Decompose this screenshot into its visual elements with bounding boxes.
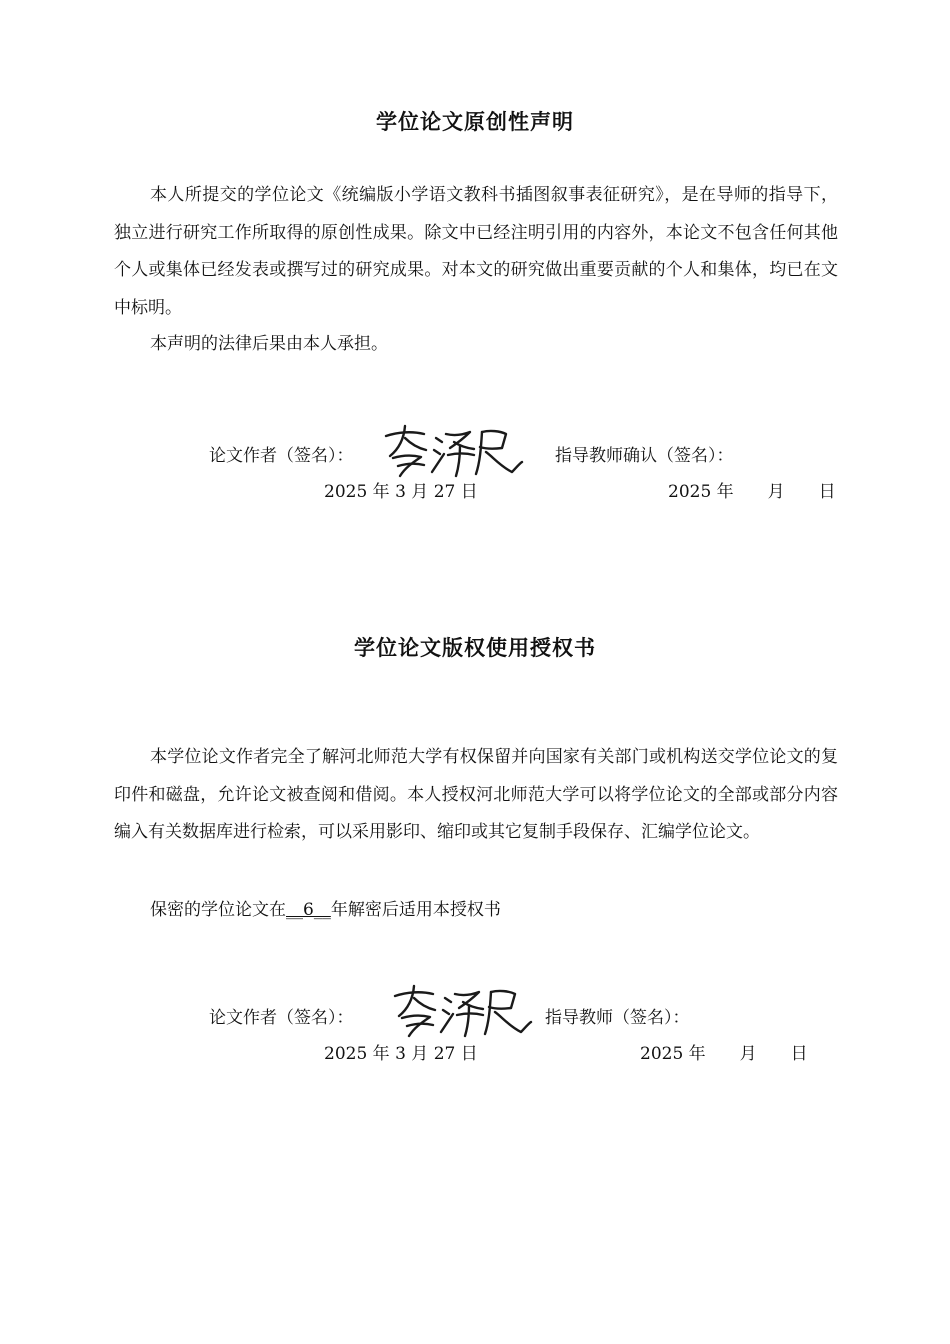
- confidential-years: __6__: [286, 900, 331, 920]
- declaration-title: 学位论文原创性声明: [376, 110, 574, 134]
- authorization-title: 学位论文版权使用授权书: [354, 636, 596, 660]
- author-signature-label-2: 论文作者（签名）：: [209, 1008, 354, 1028]
- author-signature-label: 论文作者（签名）：: [209, 446, 354, 466]
- declaration-legal-note: 本声明的法律后果由本人承担。: [150, 334, 388, 354]
- advisor-confirm-label: 指导教师确认（签名）：: [555, 446, 734, 466]
- authorization-paragraph: 本学位论文作者完全了解河北师范大学有权保留并向国家有关部门或机构送交学位论文的复印件和磁盘，允许论文被查阅和借阅。本人授权河北师范大学可以将学位论文的全部或部分内容编入有关数据库进行检索，可以采用影印、缩印或其它复制手段保存、汇编学位论文。: [114, 747, 838, 842]
- confidential-suffix: 年解密后适用本授权书: [330, 900, 501, 920]
- author-signature-image-2: [385, 982, 535, 1040]
- declaration-paragraph: 本人所提交的学位论文《统编版小学语文教科书插图叙事表征研究》，是在导师的指导下，独立进行研究工作所取得的原创性成果。除文中已经注明引用的内容外，本论文不包含任何其他个人或集体已经发表或撰写过的研究成果。对本文的研究做出重要贡献的个人和集体，均已在文中标明。: [114, 185, 838, 318]
- author-signature-date-2: 2025 年 3 月 27 日: [324, 1044, 478, 1064]
- advisor-signature-label-2: 指导教师（签名）：: [545, 1008, 690, 1028]
- confidential-clause: [150, 895, 501, 920]
- author-signature-date: 2025 年 3 月 27 日: [324, 482, 478, 502]
- advisor-signature-date-2: 2025 年 月 日: [640, 1044, 808, 1064]
- confidential-prefix: 保密的学位论文在: [150, 900, 286, 920]
- author-signature-image: [376, 422, 526, 480]
- advisor-signature-date: 2025 年 月 日: [668, 482, 836, 502]
